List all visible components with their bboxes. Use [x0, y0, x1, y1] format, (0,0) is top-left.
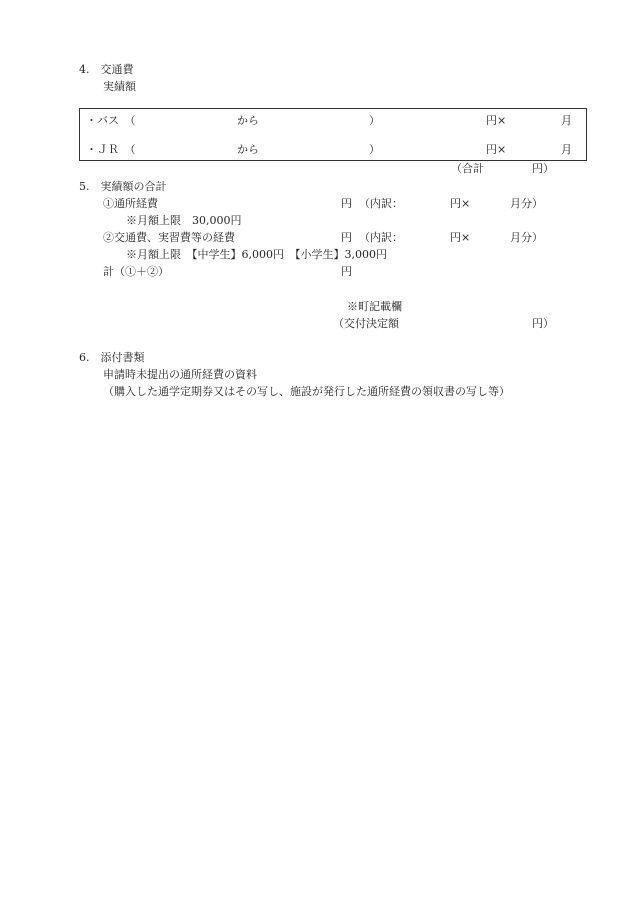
- total-label: （合計: [451, 162, 484, 175]
- bus-kara: から: [237, 114, 259, 127]
- transport-box: [79, 108, 587, 161]
- jr-kara: から: [237, 143, 259, 156]
- town-field-title: ※町記載欄: [347, 300, 402, 313]
- section4-heading: 4. 交通費: [79, 63, 134, 76]
- section4-subheading: 実績額: [103, 80, 136, 93]
- bus-yen: 円×: [486, 114, 507, 127]
- bus-label: ・バス （: [86, 114, 136, 127]
- item2-label: ②交通費、実習費等の経費: [103, 231, 235, 244]
- jr-label: ・ＪＲ （: [86, 143, 136, 156]
- jr-yen: 円×: [486, 143, 507, 156]
- item1-months: 月分）: [510, 197, 543, 210]
- jr-month: 月: [561, 143, 572, 156]
- section6-heading: 6. 添付書類: [79, 351, 145, 364]
- item2-times: 円×: [450, 231, 471, 244]
- item2-yen: 円: [341, 231, 352, 244]
- sum-label: 計（①＋②）: [103, 265, 169, 278]
- decision-amount-yen: 円）: [532, 317, 554, 330]
- item1-yen: 円: [341, 197, 352, 210]
- jr-close-paren: ）: [369, 143, 380, 156]
- bus-close-paren: ）: [369, 114, 380, 127]
- bus-month: 月: [561, 114, 572, 127]
- item1-times: 円×: [450, 197, 471, 210]
- section6-line1: 申請時未提出の通所経費の資料: [103, 368, 257, 381]
- total-yen: 円）: [532, 162, 554, 175]
- decision-amount-label: （交付決定額: [333, 317, 399, 330]
- sum-yen: 円: [341, 265, 352, 278]
- item1-limit: ※月額上限 30,000円: [126, 214, 242, 227]
- section6-line2: （購入した通学定期券又はその写し、施設が発行した通所経費の領収書の写し等）: [103, 385, 510, 398]
- section5-heading: 5. 実績額の合計: [79, 180, 167, 193]
- item1-breakdown: （内訳：: [359, 197, 403, 210]
- item2-limit: ※月額上限 【中学生】6,000円 【小学生】3,000円: [126, 248, 387, 261]
- item1-label: ①通所経費: [103, 197, 158, 210]
- item2-months: 月分）: [510, 231, 543, 244]
- item2-breakdown: （内訳：: [359, 231, 403, 244]
